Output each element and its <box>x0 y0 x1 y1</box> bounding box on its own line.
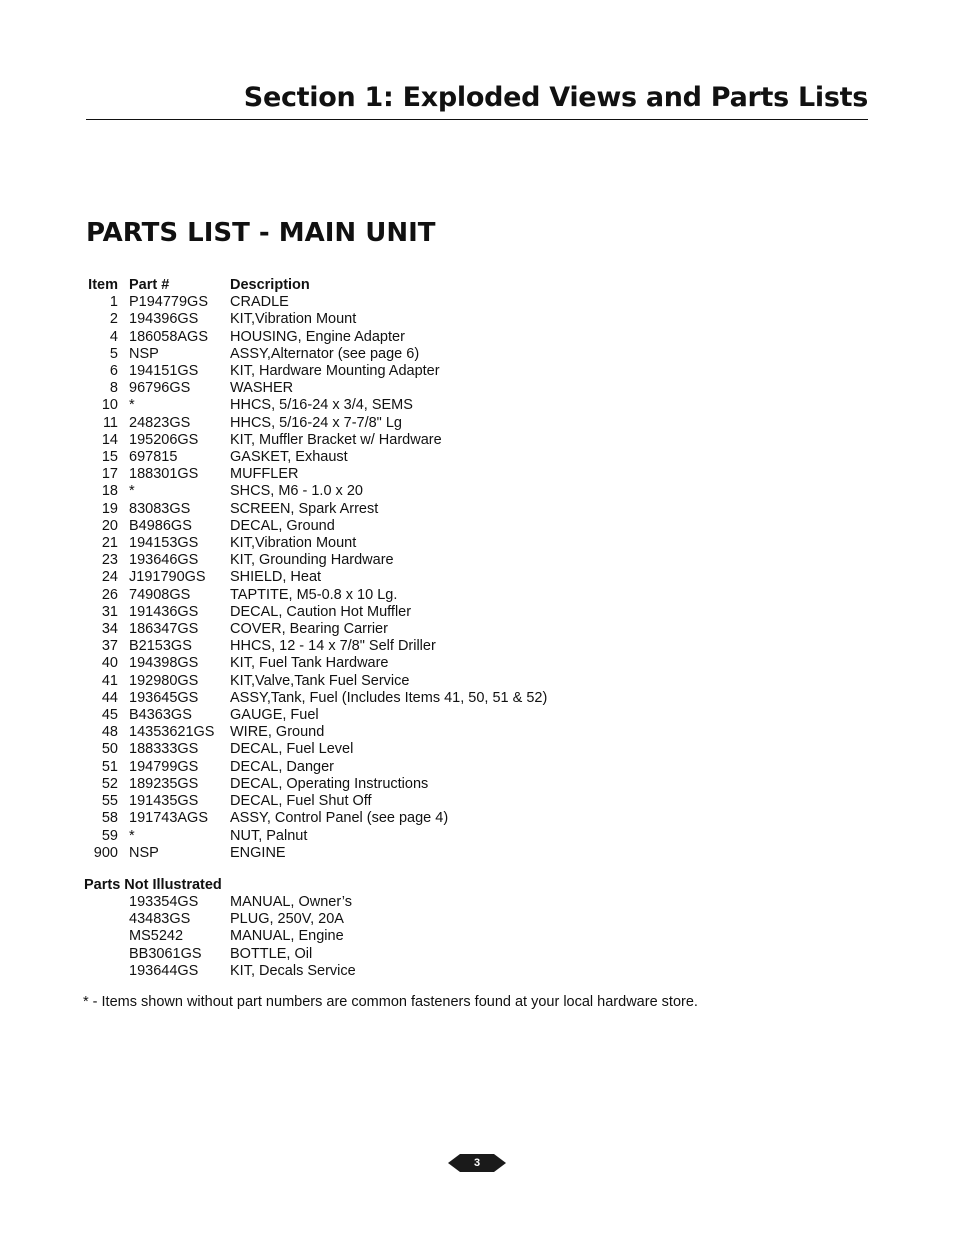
row-item-number: 55 <box>101 793 118 810</box>
row-description: ASSY,Alternator (see page 6) <box>230 345 420 362</box>
table-row <box>86 501 646 518</box>
table-row <box>86 552 646 569</box>
row-part-number: NSP <box>129 844 159 861</box>
page-number: 3 <box>473 1157 481 1169</box>
table-row <box>86 415 646 432</box>
not-illustrated-title: Parts Not Illustrated <box>84 877 222 893</box>
row-description: SHCS, M6 - 1.0 x 20 <box>230 483 363 500</box>
row-description: KIT, Hardware Mounting Adapter <box>230 363 440 380</box>
table-row <box>86 483 646 500</box>
row-description: KIT, Decals Service <box>230 962 356 979</box>
table-row <box>129 946 356 963</box>
row-description: HHCS, 5/16-24 x 3/4, SEMS <box>230 397 413 414</box>
table-row <box>86 294 646 311</box>
row-part-number: 74908GS <box>129 586 191 603</box>
row-item-number: 15 <box>101 449 118 466</box>
table-row <box>86 638 646 655</box>
row-part-number: 24823GS <box>129 414 191 431</box>
row-item-number: 21 <box>101 535 118 552</box>
row-part-number: 195206GS <box>129 431 199 448</box>
row-description: KIT,Vibration Mount <box>230 311 357 328</box>
table-row <box>86 380 646 397</box>
row-part-number: 191436GS <box>129 603 199 620</box>
row-description: KIT,Valve,Tank Fuel Service <box>230 672 410 689</box>
row-item-number: 900 <box>93 844 118 861</box>
row-description: HHCS, 5/16-24 x 7-7/8" Lg <box>230 414 402 431</box>
row-part-number: 697815 <box>129 449 178 466</box>
table-row <box>86 518 646 535</box>
table-row <box>129 894 356 911</box>
row-part-number: 14353621GS <box>129 724 215 741</box>
column-header-part: Part # <box>129 277 170 293</box>
row-item-number: 23 <box>101 552 118 569</box>
row-item-number: 6 <box>109 363 118 380</box>
row-part-number: 43483GS <box>129 911 191 928</box>
parts-table-header <box>86 277 646 294</box>
row-item-number: 2 <box>109 311 118 328</box>
row-part-number: 186347GS <box>129 621 199 638</box>
row-item-number: 10 <box>101 397 118 414</box>
row-part-number: 194398GS <box>129 655 199 672</box>
row-description: DECAL, Fuel Shut Off <box>230 793 372 810</box>
row-description: ASSY,Tank, Fuel (Includes Items 41, 50, 51 & 52) <box>230 689 548 706</box>
row-item-number: 14 <box>101 431 118 448</box>
row-description: WASHER <box>230 380 294 397</box>
row-part-number: 193645GS <box>129 689 199 706</box>
row-item-number: 44 <box>101 689 118 706</box>
row-item-number: 5 <box>109 345 118 362</box>
row-part-number: 191743AGS <box>129 810 209 827</box>
row-description: GAUGE, Fuel <box>230 707 319 724</box>
row-item-number: 37 <box>101 638 118 655</box>
row-description: DECAL, Ground <box>230 517 335 534</box>
row-description: GASKET, Exhaust <box>230 449 348 466</box>
row-description: KIT,Vibration Mount <box>230 535 357 552</box>
section-title: Section 1: Exploded Views and Parts Lists <box>243 82 868 113</box>
row-item-number: 34 <box>101 621 118 638</box>
row-part-number: 193646GS <box>129 552 199 569</box>
row-item-number: 31 <box>101 603 118 620</box>
row-item-number: 18 <box>101 483 118 500</box>
row-item-number: 40 <box>101 655 118 672</box>
row-description: SCREEN, Spark Arrest <box>230 500 379 517</box>
table-row <box>129 928 356 945</box>
not-illustrated-body <box>129 894 356 980</box>
table-row <box>86 535 646 552</box>
table-row <box>129 911 356 928</box>
table-row <box>86 346 646 363</box>
table-row <box>86 707 646 724</box>
row-part-number: J191790GS <box>129 569 206 586</box>
table-row <box>86 329 646 346</box>
row-part-number: 188301GS <box>129 466 199 483</box>
row-part-number: 194396GS <box>129 311 199 328</box>
page-number-badge <box>448 1151 506 1175</box>
row-part-number: 96796GS <box>129 380 191 397</box>
row-description: DECAL, Operating Instructions <box>230 775 429 792</box>
row-description: HHCS, 12 - 14 x 7/8" Self Driller <box>230 638 436 655</box>
row-part-number: * <box>129 483 135 500</box>
row-description: DECAL, Fuel Level <box>230 741 354 758</box>
row-part-number: BB3061GS <box>129 945 202 962</box>
row-item-number: 24 <box>101 569 118 586</box>
table-row <box>86 690 646 707</box>
column-header-item: Item <box>88 277 118 293</box>
table-row <box>86 311 646 328</box>
row-item-number: 4 <box>109 328 118 345</box>
table-row <box>86 466 646 483</box>
row-item-number: 1 <box>109 294 118 311</box>
table-row <box>86 828 646 845</box>
row-part-number: NSP <box>129 345 159 362</box>
row-item-number: 19 <box>101 500 118 517</box>
row-description: HOUSING, Engine Adapter <box>230 328 405 345</box>
row-description: TAPTITE, M5-0.8 x 10 Lg. <box>230 586 398 603</box>
row-item-number: 41 <box>101 672 118 689</box>
row-description: ENGINE <box>230 844 286 861</box>
row-description: DECAL, Danger <box>230 758 334 775</box>
table-row <box>86 655 646 672</box>
row-part-number: 193644GS <box>129 962 199 979</box>
row-description: KIT, Grounding Hardware <box>230 552 394 569</box>
column-header-description: Description <box>230 277 310 293</box>
row-item-number: 8 <box>109 380 118 397</box>
row-description: NUT, Palnut <box>230 827 308 844</box>
row-item-number: 26 <box>101 586 118 603</box>
row-part-number: B4363GS <box>129 707 192 724</box>
table-row <box>86 449 646 466</box>
table-row <box>86 724 646 741</box>
row-part-number: B2153GS <box>129 638 192 655</box>
table-row <box>86 776 646 793</box>
not-illustrated-table <box>129 894 356 980</box>
table-row <box>86 793 646 810</box>
row-part-number: 194799GS <box>129 758 199 775</box>
table-row <box>86 621 646 638</box>
row-part-number: P194779GS <box>129 294 209 311</box>
row-description: ASSY, Control Panel (see page 4) <box>230 810 449 827</box>
row-part-number: 188333GS <box>129 741 199 758</box>
parts-list-title: PARTS LIST - MAIN UNIT <box>86 218 436 248</box>
row-description: COVER, Bearing Carrier <box>230 621 388 638</box>
table-row <box>86 845 646 862</box>
row-part-number: 192980GS <box>129 672 199 689</box>
row-part-number: 189235GS <box>129 775 199 792</box>
row-part-number: 194151GS <box>129 363 199 380</box>
row-item-number: 51 <box>101 758 118 775</box>
row-description: WIRE, Ground <box>230 724 325 741</box>
table-row <box>86 759 646 776</box>
row-part-number: 83083GS <box>129 500 191 517</box>
row-item-number: 48 <box>101 724 118 741</box>
table-row <box>86 363 646 380</box>
table-row <box>86 673 646 690</box>
row-description: BOTTLE, Oil <box>230 945 313 962</box>
parts-table <box>86 277 646 862</box>
row-description: PLUG, 250V, 20A <box>230 911 344 928</box>
row-description: SHIELD, Heat <box>230 569 322 586</box>
row-part-number: * <box>129 827 135 844</box>
row-description: DECAL, Caution Hot Muffler <box>230 603 412 620</box>
row-part-number: MS5242 <box>129 928 184 945</box>
row-item-number: 52 <box>101 775 118 792</box>
table-row <box>129 963 356 980</box>
row-item-number: 58 <box>101 810 118 827</box>
row-item-number: 50 <box>101 741 118 758</box>
row-description: KIT, Fuel Tank Hardware <box>230 655 389 672</box>
footnote: * - Items shown without part numbers are common fasteners found at your local hardware store. <box>83 994 698 1010</box>
table-row <box>86 810 646 827</box>
row-description: MANUAL, Owner’s <box>230 894 352 910</box>
row-item-number: 45 <box>101 707 118 724</box>
table-row <box>86 569 646 586</box>
row-part-number: 193354GS <box>129 894 199 910</box>
row-part-number: 186058AGS <box>129 328 209 345</box>
row-item-number: 11 <box>102 414 118 431</box>
row-item-number: 17 <box>101 466 118 483</box>
row-description: KIT, Muffler Bracket w/ Hardware <box>230 431 442 448</box>
table-row <box>86 397 646 414</box>
table-row <box>86 587 646 604</box>
table-row <box>86 741 646 758</box>
row-part-number: 194153GS <box>129 535 199 552</box>
table-row <box>86 604 646 621</box>
row-part-number: 191435GS <box>129 793 199 810</box>
row-item-number: 59 <box>101 827 118 844</box>
title-rule <box>86 119 868 120</box>
row-description: CRADLE <box>230 294 289 311</box>
row-description: MUFFLER <box>230 466 299 483</box>
table-row <box>86 432 646 449</box>
row-part-number: * <box>129 397 135 414</box>
row-item-number: 20 <box>101 517 118 534</box>
parts-table-body <box>86 294 646 862</box>
row-part-number: B4986GS <box>129 517 192 534</box>
row-description: MANUAL, Engine <box>230 928 344 945</box>
